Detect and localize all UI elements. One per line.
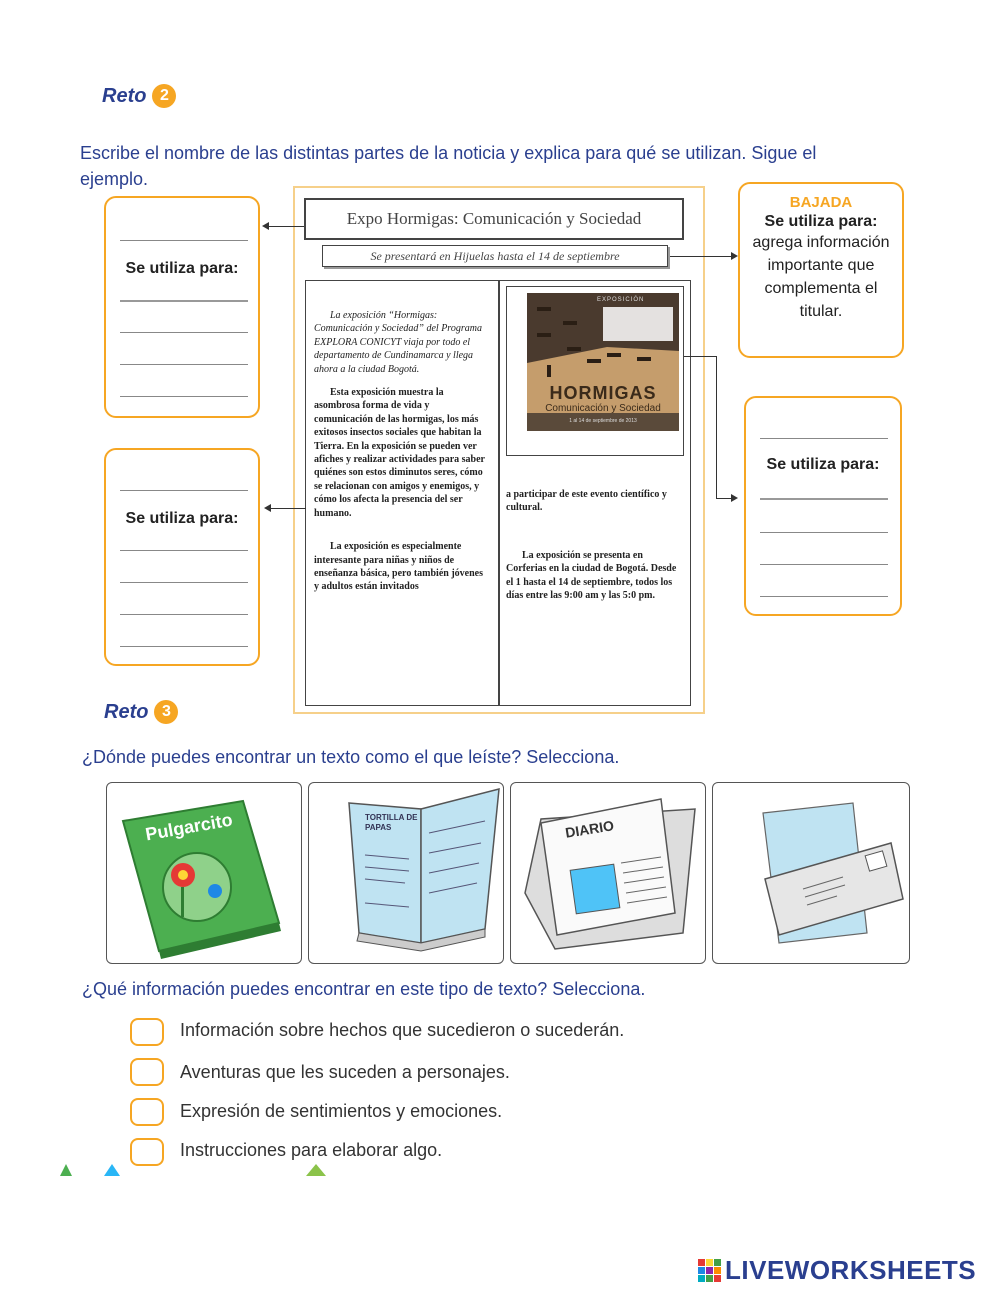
brand-name: LIVEWORKSHEETS [725,1255,977,1285]
example-explanation: agrega información importante que complementa el titular. [752,234,890,320]
reto-2-label: Reto [102,84,147,107]
answer-line-name[interactable] [760,438,888,439]
news-paragraph: Esta exposición muestra la asombrosa forma de vida y comunicación de las hormigas, los más exitosos insectos sociales que habitan la Tierra. En la exposición se pueden ver afiches y realizar actividades para saber quiénes son estos diminutos seres, cómo se relacionan con amigos y enemigos, y cómo los afecta la presencia del ser humano. [314,387,485,519]
answer-line[interactable] [760,596,888,597]
newspaper-image [511,783,706,964]
decorative-triangles [56,1162,336,1180]
news-paragraph: a participar de este evento científico y cultural. [506,489,667,514]
answer-line[interactable] [120,550,248,551]
poster-title: HORMIGAS [549,383,657,403]
arrow-head-left [262,222,269,230]
answer-line-name[interactable] [120,490,248,491]
arrow-line [670,256,732,257]
poster-date: 1 al 14 de septiembre de 2013 [569,418,637,424]
news-subheadline: Se presentará en Hijuelas hasta el 14 de septiembre [322,245,668,267]
answer-line[interactable] [760,532,888,533]
answer-line[interactable] [760,498,888,500]
news-lead: La exposición “Hormigas: Comunicación y Sociedad” del Programa EXPLORA CONICYT viaja por todo el departamento de Cundinamarca y llega ahora a la ciudad Bogotá. [314,310,482,375]
news-image-frame [506,286,684,456]
se-utiliza-label: Se utiliza para: [125,260,239,277]
storybook-image [107,783,302,964]
poster-top-text: EXPOSICIÓN [597,297,645,303]
arrow-line [716,356,717,498]
liveworksheets-logo-icon [698,1259,722,1283]
storybook-caption: Pulgarcito [143,809,234,845]
news-paragraph: La exposición se presenta en Corferias en la ciudad de Bogotá. Desde el 1 hasta el 14 de septiembre, todos los días entre las 9:00 am y las 5:0 pm. [506,549,677,602]
checkbox-option-2[interactable] [130,1058,164,1086]
letter-image [713,783,910,964]
example-box-bajada [738,182,904,358]
option-letter[interactable] [712,782,910,964]
option-text-2: Aventuras que les suceden a personajes. [180,1062,510,1082]
answer-line[interactable] [120,300,248,302]
answer-line[interactable] [120,614,248,615]
reto-3-heading [104,700,178,724]
arrow-head-left [264,504,271,512]
arrow-line [268,508,306,509]
se-utiliza-label: Se utiliza para: [764,213,878,230]
news-headline: Expo Hormigas: Comunicación y Sociedad [304,198,684,240]
poster-image [507,287,683,455]
reto-3-number-badge: 3 [154,700,178,724]
reto-3-label: Reto [104,700,149,723]
arrow-line [716,498,732,499]
arrow-head-right [731,252,738,260]
arrow-head-right [731,494,738,502]
reto-2-number-badge: 2 [152,84,176,108]
option-text-4: Instrucciones para elaborar algo. [180,1140,443,1160]
reto-2-instruction: Escribe el nombre de las distintas partes de la noticia y explica para qué se utilizan. Sigue el ejemplo. [80,143,817,189]
checkbox-option-1[interactable] [130,1018,164,1046]
answer-line[interactable] [760,564,888,565]
answer-line[interactable] [120,582,248,583]
option-storybook[interactable] [106,782,302,964]
answer-line[interactable] [120,646,248,647]
recipe-book-image [309,783,504,964]
answer-box-headline [104,196,260,418]
news-column-left [305,280,499,706]
news-paragraph: La exposición es especialmente interesante para niñas y niños de enseñanza básica, pero también jóvenes y adultos están invitados [314,541,483,593]
recipe-caption: TORTILLA DE PAPAS [365,813,418,832]
se-utiliza-label: Se utiliza para: [125,510,239,527]
news-column-right-text [506,488,684,602]
example-title: BAJADA [789,194,853,211]
reto-2-heading [102,84,176,108]
answer-box-body [104,448,260,666]
poster-subtitle: Comunicación y Sociedad [545,403,661,414]
newspaper-caption: DIARIO [564,817,615,841]
answer-box-image [744,396,902,616]
option-newspaper[interactable] [510,782,706,964]
answer-line[interactable] [120,396,248,397]
answer-line[interactable] [120,332,248,333]
option-text-1: Información sobre hechos que sucedieron o sucederán. [180,1020,625,1040]
se-utiliza-label: Se utiliza para: [766,456,880,473]
arrow-line [684,356,716,357]
question-2: ¿Qué información puedes encontrar en este tipo de texto? Selecciona. [82,979,646,999]
checkbox-option-3[interactable] [130,1098,164,1126]
option-text-3: Expresión de sentimientos y emociones. [180,1101,503,1121]
answer-line-name[interactable] [120,240,248,241]
answer-line[interactable] [120,364,248,365]
arrow-line [266,226,304,227]
liveworksheets-logo [698,1255,976,1286]
question-1: ¿Dónde puedes encontrar un texto como el que leíste? Selecciona. [82,747,620,767]
option-recipe[interactable] [308,782,504,964]
